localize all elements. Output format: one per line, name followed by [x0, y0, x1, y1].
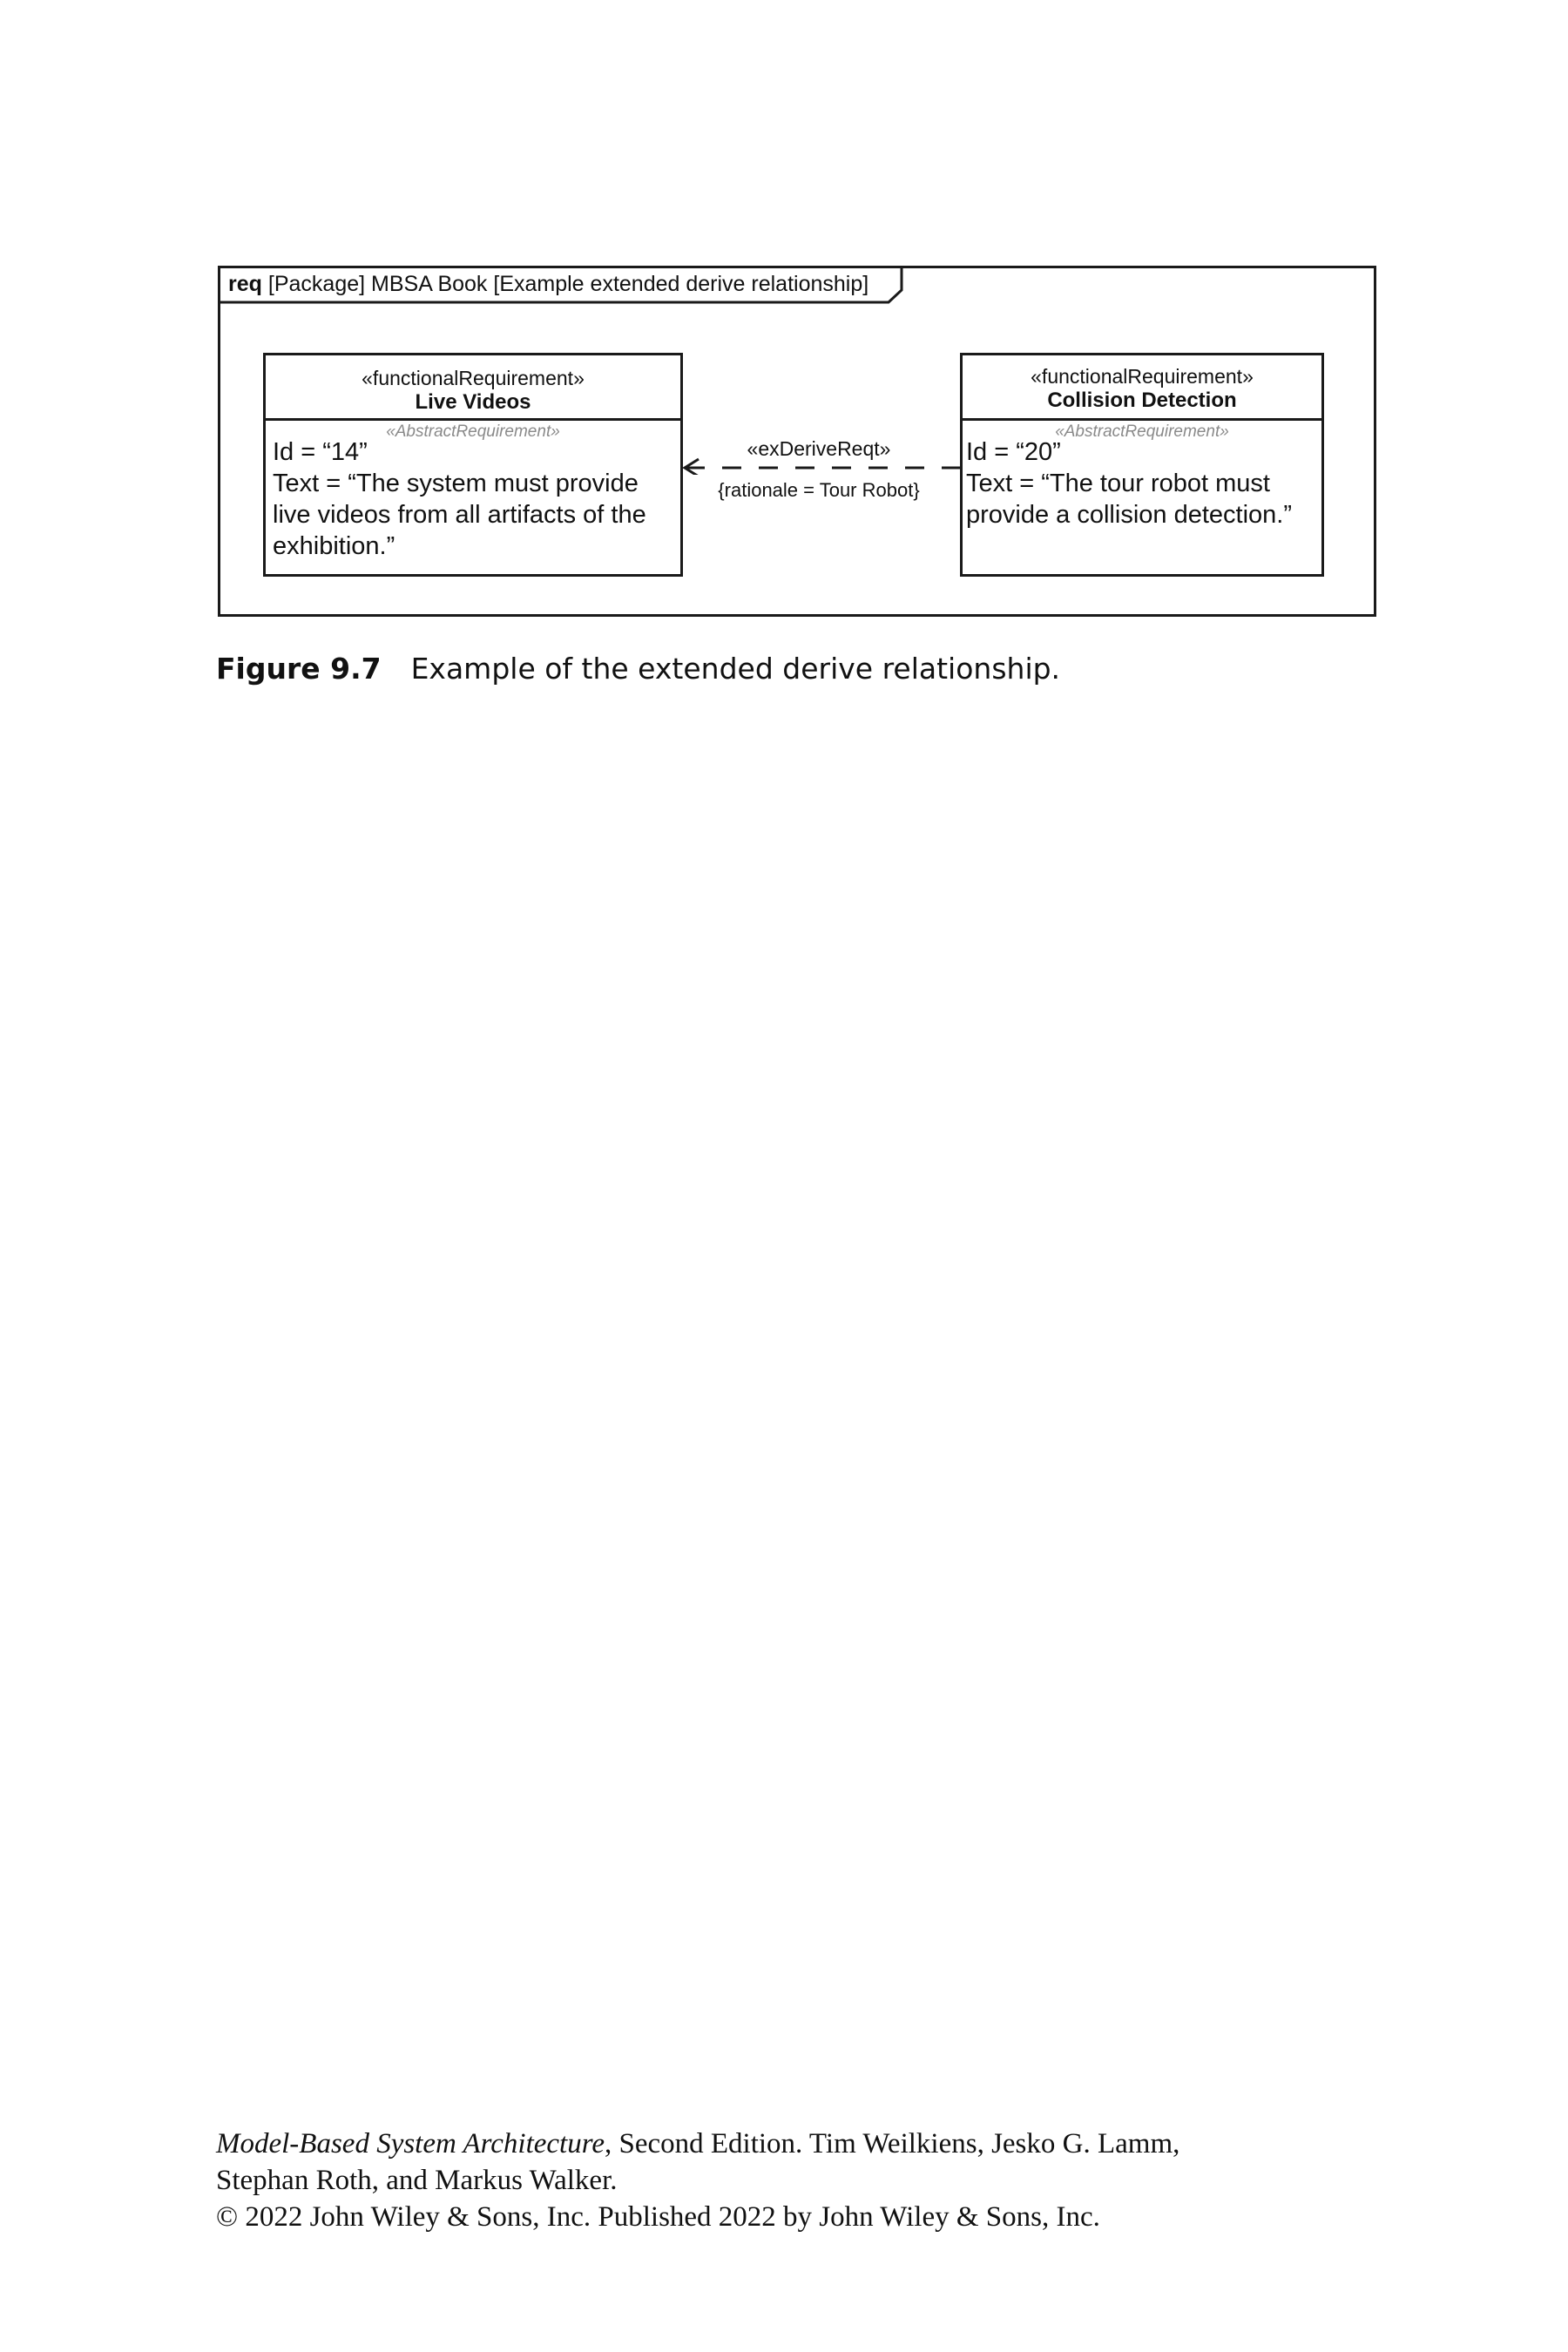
book-title: Model-Based System Architecture	[216, 2128, 605, 2159]
footer-line-2: Stephan Roth, and Markus Walker.	[216, 2165, 618, 2196]
figure-caption-text: Example of the extended derive relationship.	[410, 652, 1061, 686]
requirement-text-line: live videos from all artifacts of the	[273, 501, 646, 529]
requirement-text-line: exhibition.”	[273, 532, 395, 560]
abstract-stereotype: «AbstractRequirement»	[386, 422, 560, 441]
requirement-id: Id = “20”	[966, 438, 1061, 466]
requirement-collision-detection[interactable]	[960, 353, 1324, 577]
requirement-stereotype: «functionalRequirement»	[1031, 365, 1254, 388]
abstract-stereotype: «AbstractRequirement»	[1055, 422, 1229, 441]
requirement-name: Live Videos	[415, 390, 531, 414]
frame-title	[228, 270, 868, 298]
figure-caption	[216, 652, 1060, 686]
requirement-header	[963, 355, 1321, 421]
footer-line-1	[216, 2126, 1348, 2162]
requirement-properties	[963, 422, 1321, 531]
relationship-stereotype: «exDeriveReqt»	[747, 437, 891, 460]
relationship-rationale: {rationale = Tour Robot}	[718, 479, 920, 501]
frame-title-text: [Package] MBSA Book [Example extended derive relationship]	[267, 272, 869, 296]
requirement-text-line: provide a collision detection.”	[966, 501, 1292, 529]
requirement-name: Collision Detection	[1047, 389, 1237, 412]
requirement-text-line: Text = “The system must provide	[273, 470, 639, 497]
requirement-id: Id = “14”	[273, 438, 368, 466]
copyright-line: © 2022 John Wiley & Sons, Inc. Published 2022 by John Wiley & Sons, Inc.	[216, 2201, 1100, 2233]
requirement-header	[266, 355, 680, 421]
requirement-text-line: Text = “The tour robot must	[966, 470, 1270, 497]
requirement-stereotype: «functionalRequirement»	[362, 367, 585, 389]
figure-label: Figure 9.7	[216, 652, 382, 686]
footer-line-1-rest: , Second Edition. Tim Weilkiens, Jesko G. Lamm,	[604, 2128, 1180, 2159]
requirement-live-videos[interactable]	[263, 353, 683, 577]
frame-kind: req	[228, 272, 262, 296]
requirement-properties	[266, 422, 680, 562]
page-footer	[216, 2126, 1348, 2235]
